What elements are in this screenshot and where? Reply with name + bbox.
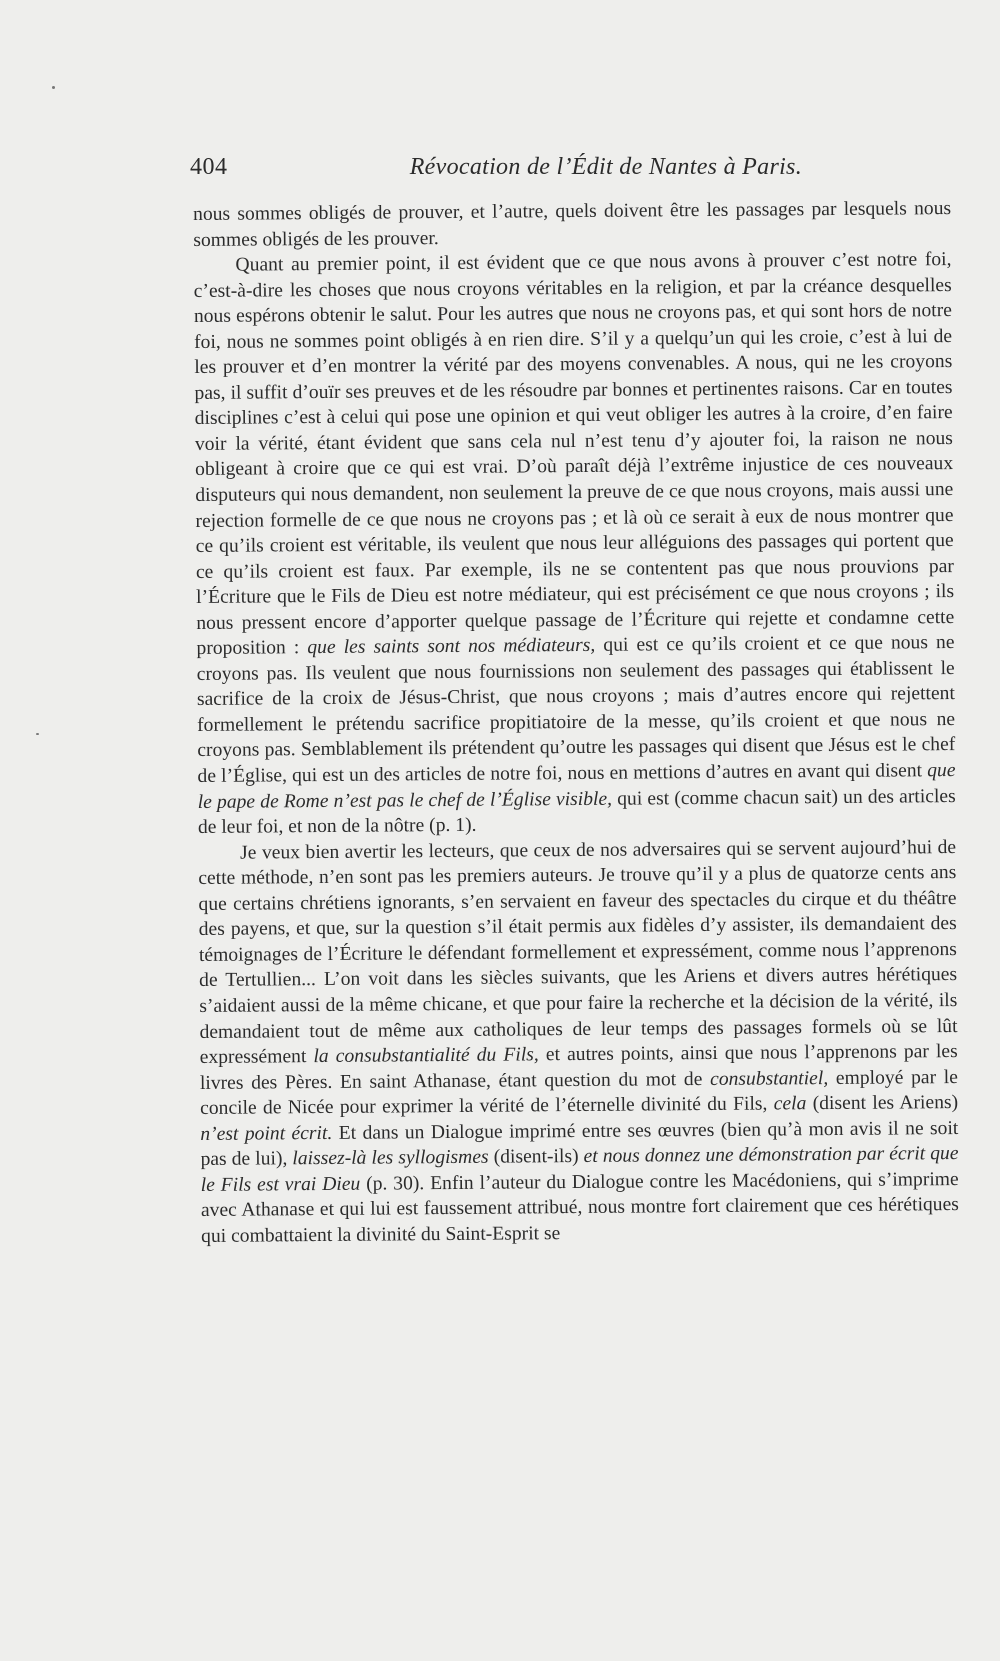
paper-speck (52, 86, 55, 89)
text-run: (disent-ils) (488, 1146, 584, 1168)
page-header (190, 150, 802, 190)
text-run: Quant au premier point, il est évident que ce que nous avons à prouver c’est notre foi, c’est-à-dire les choses que nous croyons véritables en la religion, et par la créance desquelles nous espérons obtenir le salut. Pour les autres que nous ne croyons pas, et qui sont hors de notre foi, nous ne sommes point obligés à en rien dire. S’il y a quelqu’un qui les croie, c’est à lui de les prouver et d’en montrer la vérité par des moyens convenables. A nous, qui ne les croyons pas, il suffit d’ouïr ses preuves et de les résoudre par bonnes et pertinentes raisons. Car en toutes disciplines c’est à celui qui pose une opinion et qui veut obliger les autres à la croire, d’en faire voir la vérité, étant évident que sans cela nul n’est tenu d’y ajouter foi, la raison ne nous obligeant à croire que ce qui est vrai. D’où paraît déjà l’extrême injustice de ces nouveaux disputeurs qui nous demandent, non seulement la preuve de ce que nous croyons, mais aussi une rejection formelle de ce que nous ne croyons pas ; et là où ce serait à eux de nous montrer que ce qu’ils croient est véritable, ils veulent que nous leur alléguions des passages qui portent que ce qu’ils croient est faux. Par exemple, ils ne se contentent pas que nous prouvions par l’Écriture que le Fils de Dieu est notre médiateur, qui est précisément ce que nous croyons ; ils nous pressent encore d’apporter quelque passage de l’Écriture qui rejette et condamne cette proposition : (193, 249, 955, 660)
paper-speck (36, 733, 39, 735)
italic-text: consubstantiel, (709, 1067, 829, 1090)
text-run: et autres points, ainsi que nous l’apprenons par les livres des Pères. En saint Athanase, étant question du mot de (199, 1041, 958, 1094)
italic-text: laissez-là les syllogismes (292, 1146, 489, 1170)
text-run: Et dans un Dialogue imprimé entre ses œuvres (bien qu’à mon avis il ne soit pas de lui), (200, 1117, 959, 1171)
text-run: nous sommes obligés de prouver, et l’autre, quels doivent être les passages par lesquels nous sommes obligés de les prouver. (193, 198, 952, 251)
italic-text: cela (773, 1093, 807, 1115)
italic-text: que les saints sont nos médiateurs, (307, 635, 596, 659)
paragraph (193, 247, 956, 841)
running-title: Révocation de l’Édit de Nantes à Paris. (409, 154, 802, 180)
italic-text: que le pape de Rome n’est pas le chef de l’Église visible, (197, 760, 956, 813)
paragraph (193, 196, 951, 253)
text-run: qui est (comme chacun sait) un des articles de leur foi, et non de la nôtre (p. 1). (197, 785, 956, 839)
italic-text: et nous donnez une démonstration par écrit que le Fils est vrai Dieu (200, 1143, 959, 1196)
text-run: (p. 30). Enfin l’auteur du Dialogue contre les Macédoniens, qui s’imprime avec Athanase et qui lui est faussement attribué, nous montre fort clairement que ces hérétiques qui combattaient la divinité du Saint-Esprit se (200, 1168, 959, 1247)
italic-text: la consubstantialité du Fils, (313, 1044, 539, 1068)
text-run: employé par le concile de Nicée pour exprimer la vérité de l’éternelle divinité du Fils, (200, 1066, 958, 1120)
body-text (193, 196, 959, 1249)
italic-text: n’est point écrit. (200, 1122, 333, 1145)
paragraph (198, 835, 959, 1250)
text-run: (disent les Ariens) (806, 1092, 959, 1115)
text-run: qui est ce qu’ils croient et ce que nous ne croyons pas. Ils veulent que nous fournissions non seulement des passages qui établissent le sacrifice de la croix de Jésus-Christ, que nous croyons ; mais d’autres encore qui rejettent formellement le prétendu sacrifice propitiatoire de la messe, qu’ils croient et que nous ne croyons pas. Semblablement ils prétendent qu’outre les passages qui disent que Jésus est le chef de l’Église, qui est un des articles de notre foi, nous en mettions d’autres en avant qui disent (196, 632, 956, 788)
page-number: 404 (190, 154, 228, 180)
text-run: Je veux bien avertir les lecteurs, que ceux de nos adversaires qui se servent aujourd’hui de cette méthode, n’en sont pas les premiers auteurs. Je trouve qu’il y a plus de quatorze cents ans que certains chrétiens ignorants, s’en servaient en faveur des spectacles du cirque et du théâtre des payens, et que, sur la question s’il était permis aux fidèles d’y assister, ils demandaient des témoignages de l’Écriture le défendant formellement et expressément, comme nous l’apprenons de Tertullien... L’on voit dans les siècles suivants, que les Ariens et divers autres hérétiques s’aidaient aussi de la même chicane, et que pour faire la recherche et la décision de la vérité, ils demandaient tout de même aux catholiques de leur temps des passages formels où se lût expressément (198, 836, 958, 1069)
